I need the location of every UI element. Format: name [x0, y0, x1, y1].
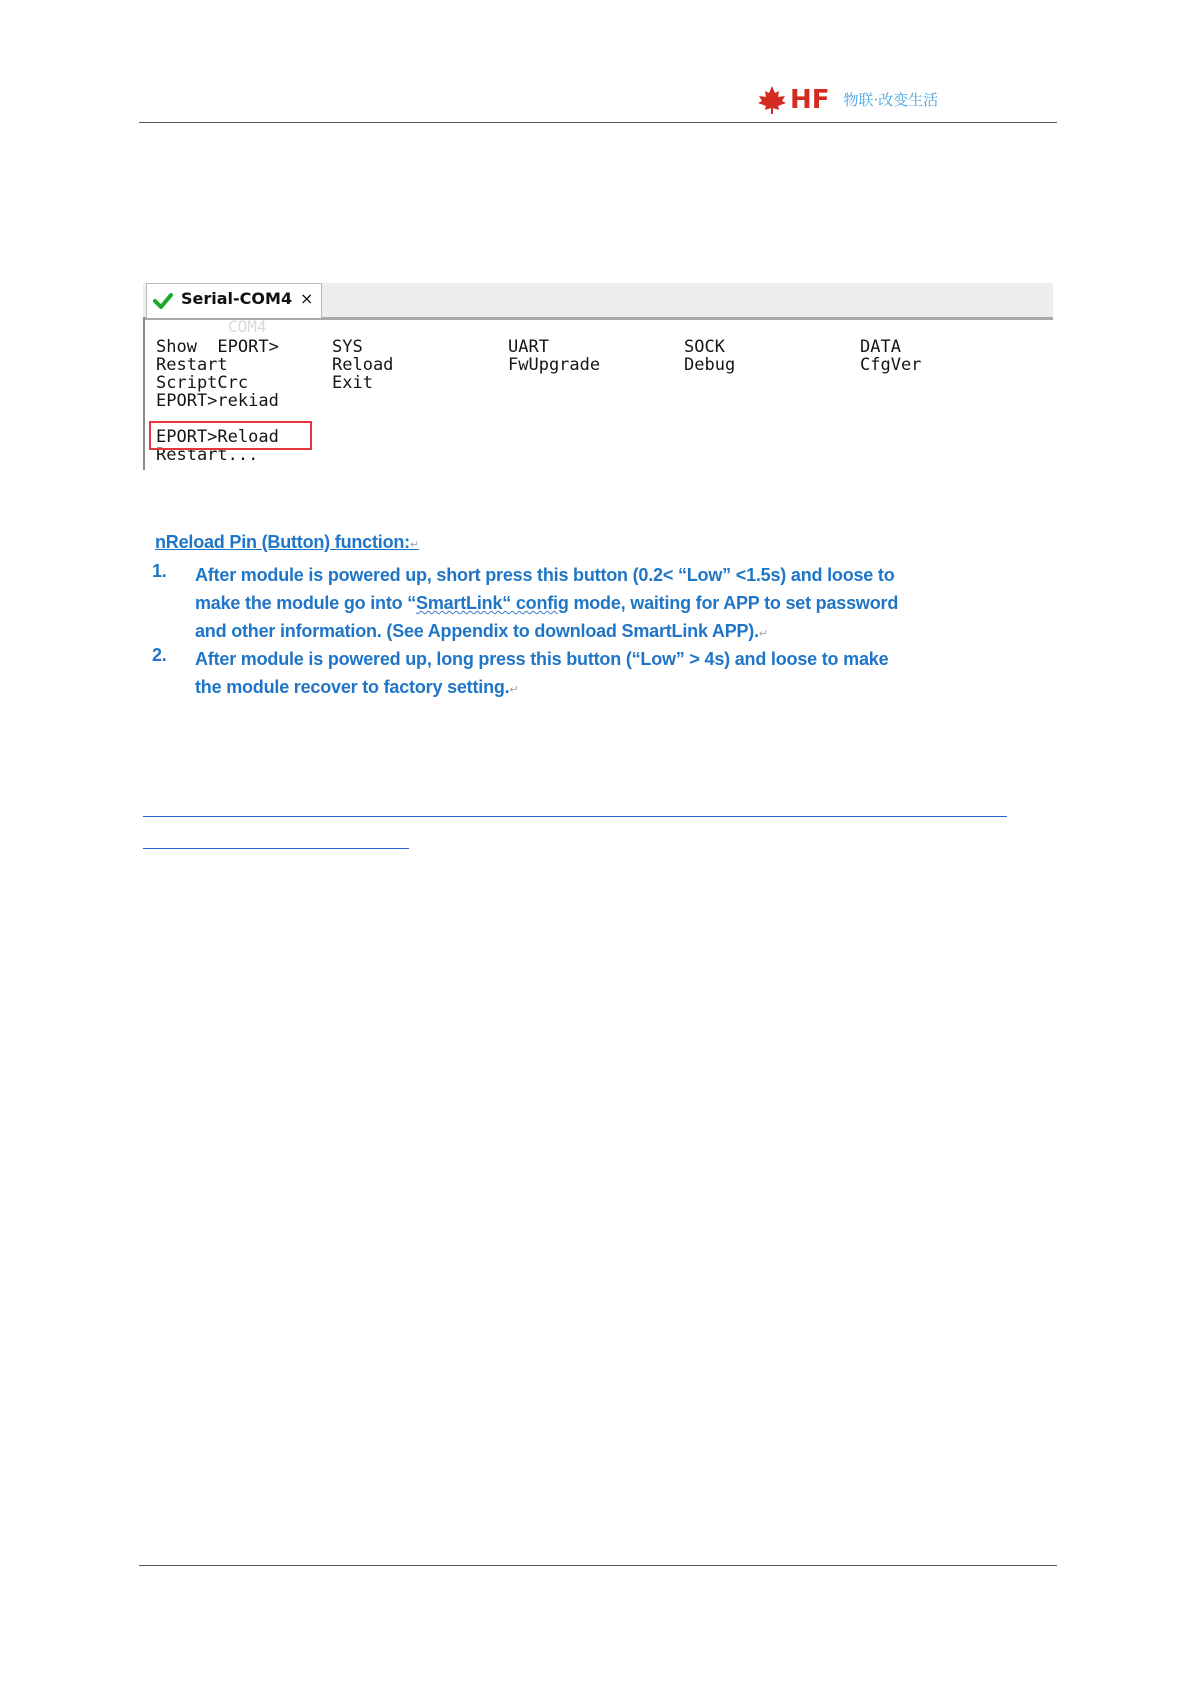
command-item: CfgVer: [860, 355, 922, 375]
command-item: DATA: [860, 337, 901, 357]
command-item: SOCK: [684, 337, 725, 357]
command-item: Show: [156, 337, 197, 357]
list-line-part: and other information. (See Appendix to download SmartLink APP).: [195, 621, 759, 641]
list-number: 2.: [152, 645, 167, 665]
paragraph-mark: ↵: [509, 684, 519, 696]
list-line: [195, 673, 955, 704]
slogan: 物联·改变生活: [843, 91, 939, 109]
highlighted-command-line: EPORT>Reload: [156, 427, 279, 447]
checkmark-icon: [153, 292, 173, 310]
highlight-box: [149, 421, 312, 450]
restart-line: Restart...: [156, 445, 259, 465]
terminal-left-edge: [143, 317, 145, 470]
typed-command-line: EPORT>rekiad: [156, 391, 279, 411]
list-line: After module is powered up, short press this button (0.2< “Low” <1.5s) and loose to: [195, 565, 895, 585]
command-item: SYS: [332, 337, 363, 357]
command-item: Reload: [332, 355, 394, 375]
maple-leaf-icon: [756, 84, 788, 116]
tab-serial-com4[interactable]: [146, 283, 322, 318]
command-item: Debug: [684, 355, 736, 375]
company-logo: [756, 82, 938, 118]
list-line-part: the module recover to factory setting.: [195, 677, 510, 697]
list-line: After module is powered up, long press this button (“Low” > 4s) and loose to make: [195, 649, 889, 669]
terminal-screenshot: [143, 283, 1053, 470]
logo-text: HF: [790, 85, 830, 115]
smartlink-term: SmartLink“ config: [416, 593, 569, 613]
footer-rule: [139, 1565, 1057, 1566]
command-item: Exit: [332, 373, 373, 393]
command-item: [860, 374, 1036, 392]
ghost-text: COM4: [228, 317, 267, 336]
list-text: [195, 645, 955, 704]
tab-label: Serial-COM4: [181, 289, 293, 308]
cursor-line: [156, 464, 1036, 470]
list-number: 1.: [152, 561, 167, 581]
list-line: [195, 617, 955, 648]
command-item: [508, 374, 684, 392]
command-item: [684, 374, 860, 392]
prompt-text: EPORT>: [217, 337, 279, 357]
command-item: UART: [508, 337, 549, 357]
paragraph-mark: ↵: [409, 539, 419, 551]
close-icon[interactable]: ×: [300, 289, 314, 308]
command-list: [156, 338, 1036, 392]
command-item: ScriptCrc: [156, 373, 249, 393]
list-line-part: mode, waiting for APP to set password: [568, 593, 899, 613]
link-underline[interactable]: [143, 816, 1007, 817]
header-rule: [139, 122, 1057, 123]
list-line-part: make the module go into “: [195, 593, 417, 613]
section-heading: [155, 532, 419, 553]
link-underline[interactable]: [143, 848, 409, 849]
list-text: [195, 561, 955, 648]
paragraph-mark: ↵: [758, 628, 768, 640]
command-item: FwUpgrade: [508, 355, 601, 375]
terminal-tab-bar: [143, 283, 1053, 320]
section-heading-text: nReload Pin (Button) function:: [155, 532, 410, 552]
command-item: Restart: [156, 355, 228, 375]
list-line: [195, 589, 955, 617]
